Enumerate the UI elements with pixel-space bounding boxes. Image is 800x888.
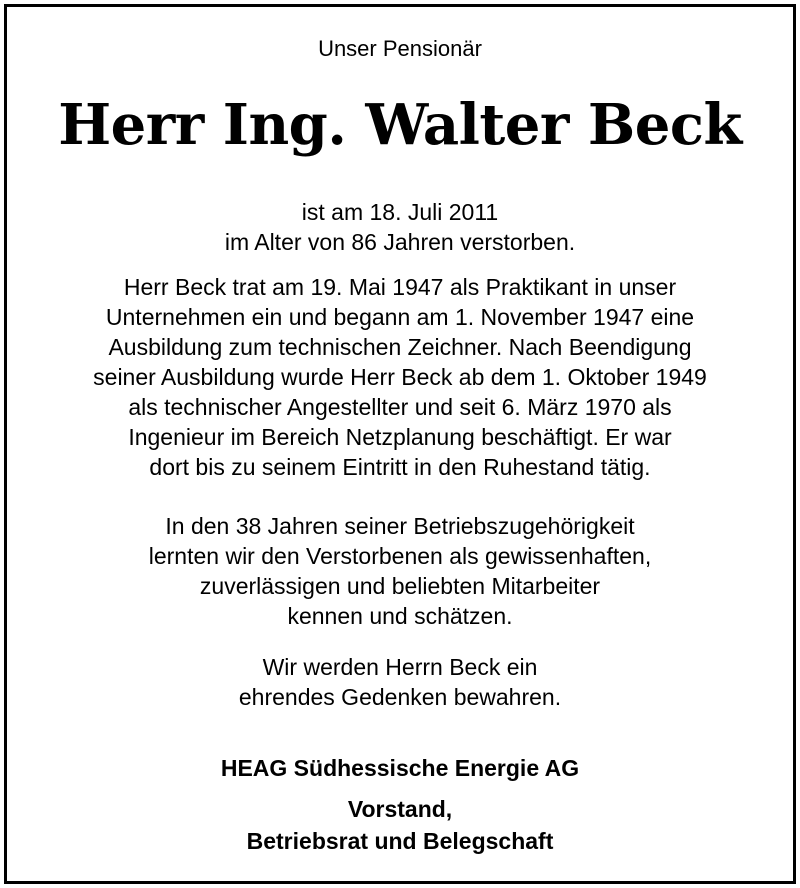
career-line: seiner Ausbildung wurde Herr Beck ab dem 1. Oktober 1949	[93, 364, 707, 390]
signature-board-line: Betriebsrat und Belegschaft	[246, 828, 554, 854]
signature-board	[7, 793, 793, 857]
deceased-name: Herr Ing. Walter Beck	[58, 92, 742, 158]
memory-line: ehrendes Gedenken bewahren.	[238, 684, 562, 710]
obituary-frame	[4, 4, 796, 884]
tribute-line: lernten wir den Verstorbenen als gewissenhaften,	[148, 543, 652, 569]
memory-line: Wir werden Herrn Beck ein	[262, 654, 538, 680]
tribute-line: kennen und schätzen.	[287, 603, 513, 629]
career-paragraph	[7, 272, 793, 482]
death-paragraph	[7, 197, 793, 257]
signature-company: HEAG Südhessische Energie AG	[220, 755, 580, 781]
career-line: Unternehmen ein und begann am 1. November 1947 eine	[105, 304, 695, 330]
career-line: dort bis zu seinem Eintritt in den Ruhestand tätig.	[149, 454, 651, 480]
career-line: Ingenieur im Bereich Netzplanung beschäftigt. Er war	[128, 424, 672, 450]
memory-paragraph	[7, 652, 793, 712]
tribute-line: zuverlässigen und beliebten Mitarbeiter	[199, 573, 601, 599]
signature-board-line: Vorstand,	[347, 796, 453, 822]
death-line: im Alter von 86 Jahren verstorben.	[224, 229, 576, 255]
tribute-paragraph	[7, 511, 793, 631]
career-line: Herr Beck trat am 19. Mai 1947 als Praktikant in unser	[123, 274, 677, 300]
tribute-line: In den 38 Jahren seiner Betriebszugehörigkeit	[165, 513, 635, 539]
career-line: als technischer Angestellter und seit 6. März 1970 als	[128, 394, 672, 420]
death-line: ist am 18. Juli 2011	[301, 199, 499, 225]
intro-text: Unser Pensionär	[318, 36, 482, 61]
career-line: Ausbildung zum technischen Zeichner. Nach Beendigung	[108, 334, 692, 360]
